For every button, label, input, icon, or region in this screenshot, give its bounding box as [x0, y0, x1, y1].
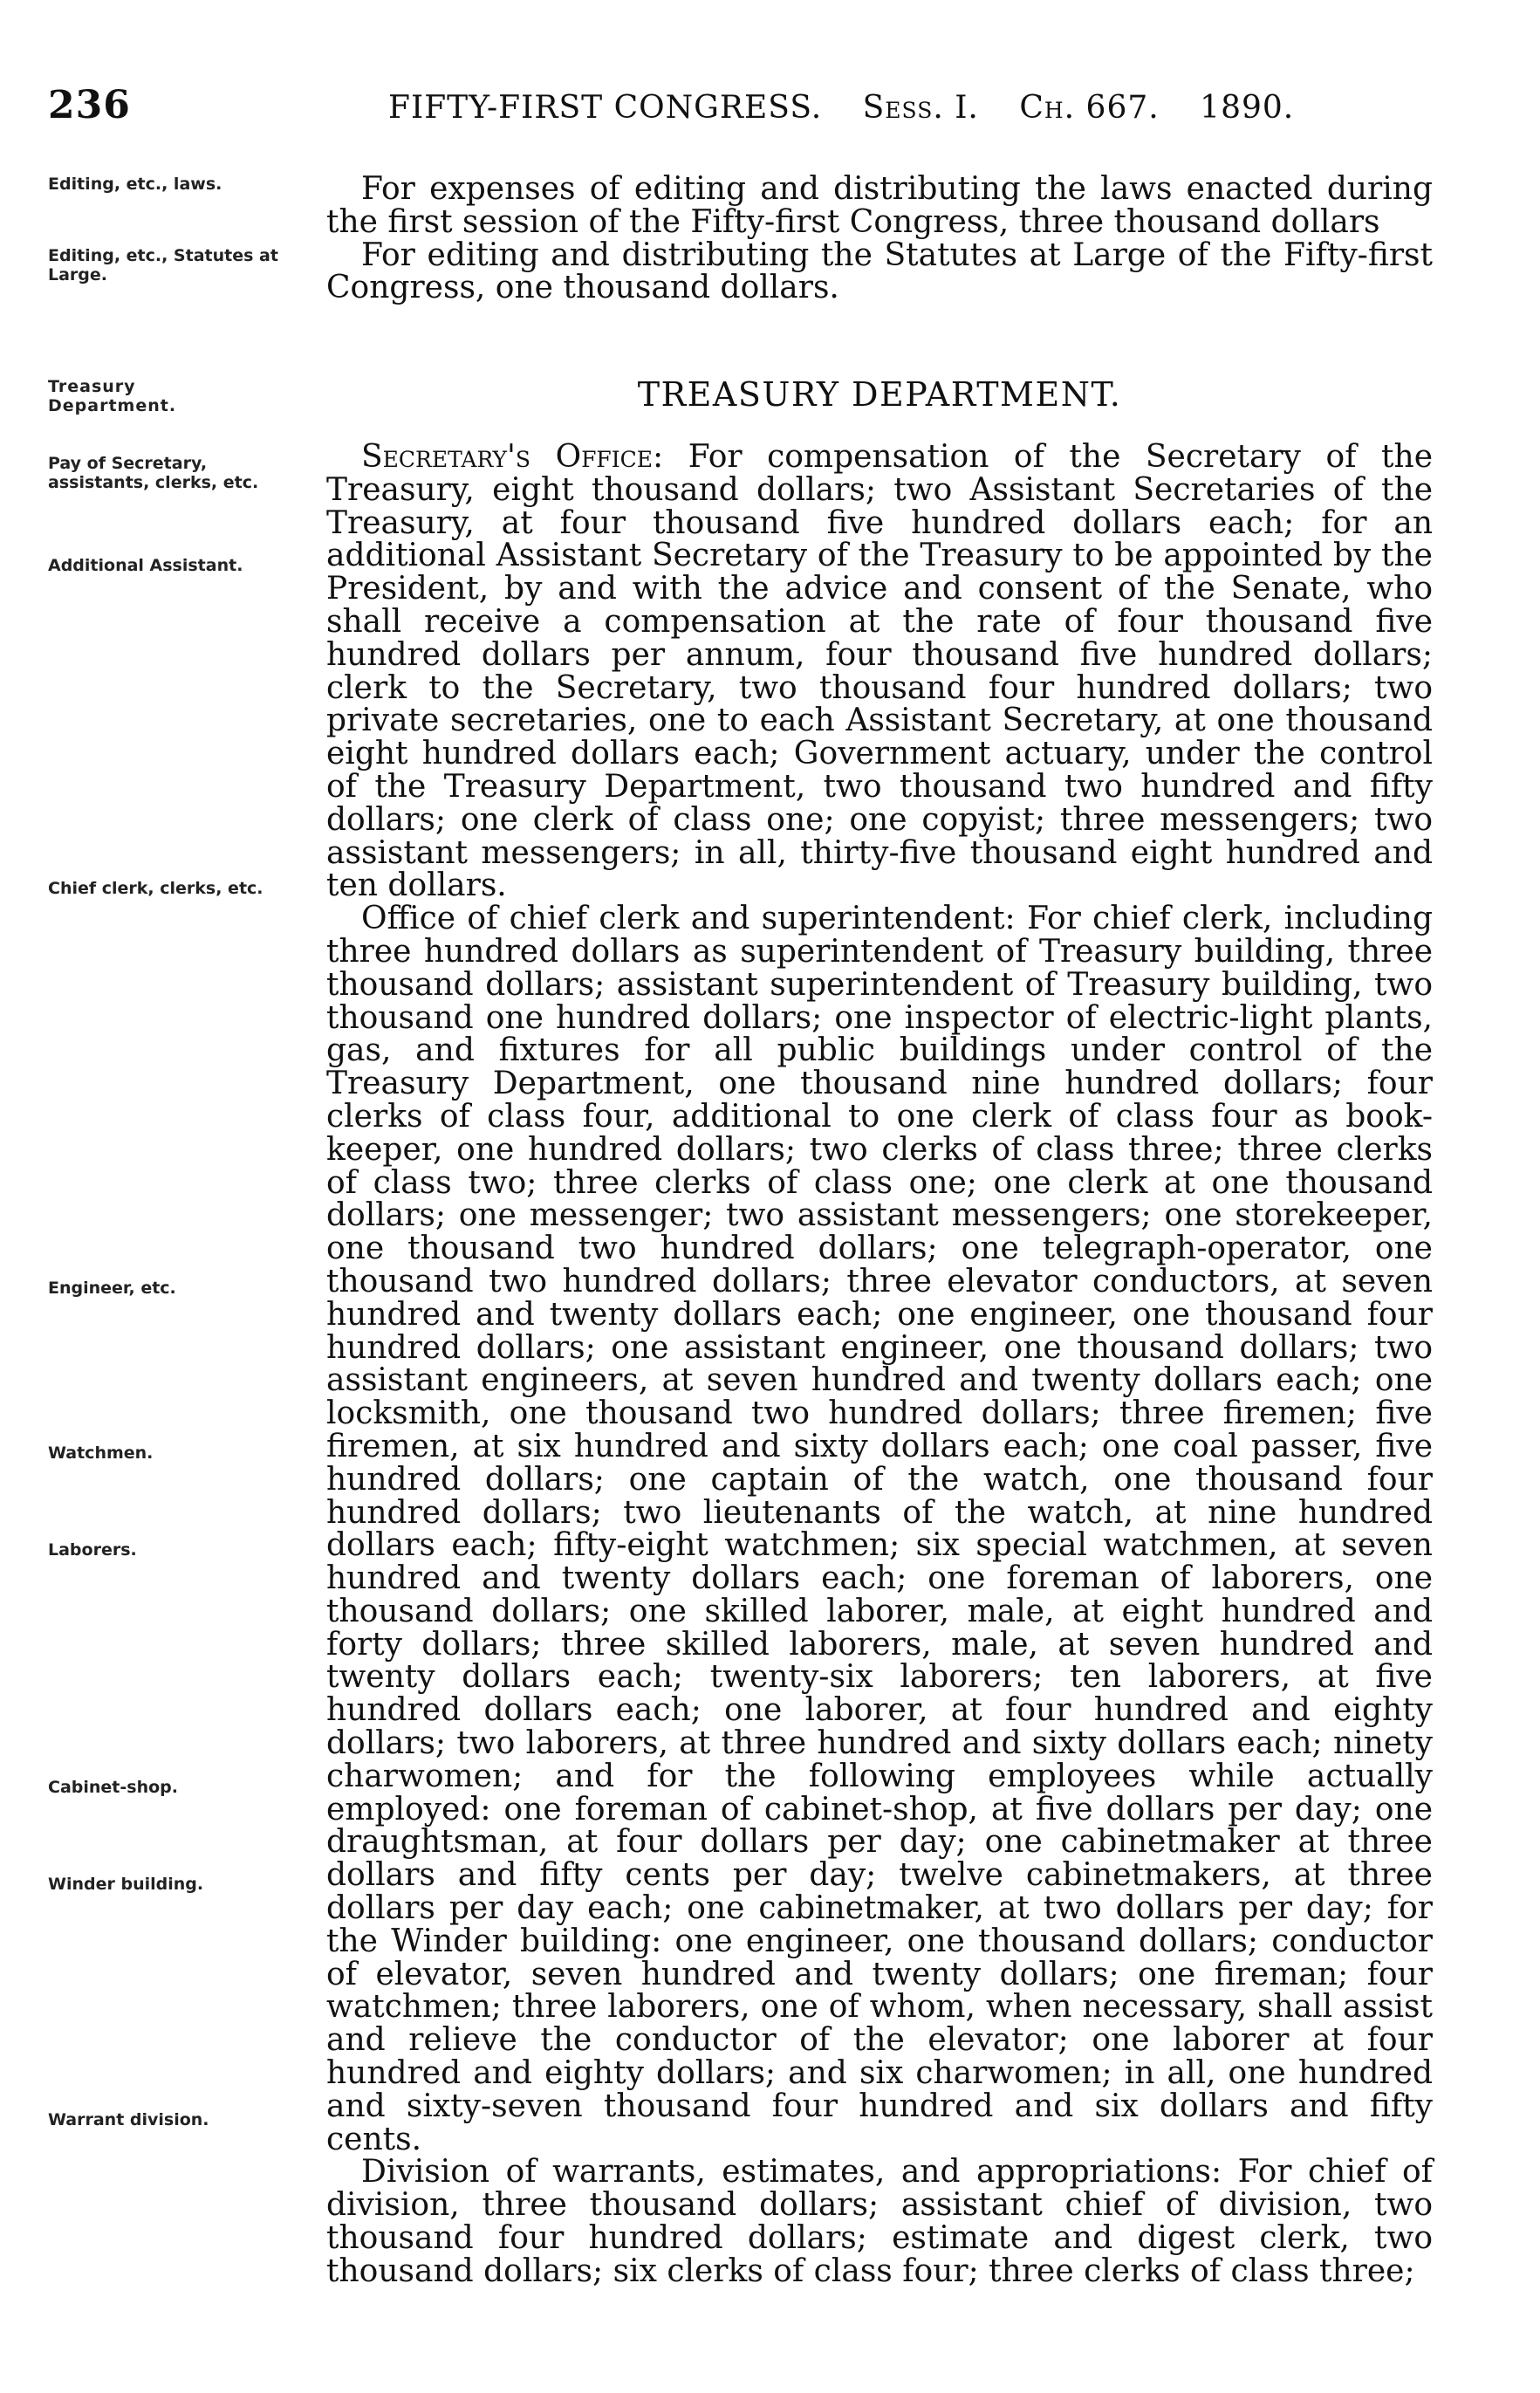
- page-number: 236: [48, 83, 131, 127]
- margin-note-pay-of-secretary: Pay of Secretary, assistants, clerks, etc.: [48, 454, 259, 492]
- secretary-office-text: For compensation of the Secretary of the Treasury, eight thousand dollars; two Assistant Secretaries of the Treasury, at four thousand five hundred dollars each; for an additional Assistant Secretary of the Treasury to be appointed by the President, by and with the advice and consent of the Senate, who shall receive a compensation at the rate of four thousand five hundred dollars per annum, four thousand five hundred dollars; clerk to the Secretary, two thousand four hundred dollars; two private secretaries, one to each Assistant Secretary, at one thousand eight hundred dollars each; Government actuary, under the control of the Treasury Department, two thousand two hundred and fifty dollars; one clerk of class one; one copyist; three messengers; two assistant messengers; in all, thirty-five thousand eight hundred and ten dollars.: [326, 439, 1434, 904]
- margin-note-additional-assistant: Additional Assistant.: [48, 556, 243, 575]
- margin-note-treasury-department: Treasury Department.: [48, 377, 177, 415]
- margin-note-editing-statutes: Editing, etc., Statutes at Large.: [48, 246, 278, 285]
- margin-note-chief-clerk: Chief clerk, clerks, etc.: [48, 879, 264, 898]
- paragraph-warrant-division: Division of warrants, estimates, and appropriations: For chief of division, three thousand dollars; assistant chief of division, two thousand four hundred dollars; estimate and digest clerk, two thousand dollars; six clerks of class four; three clerks of class three;: [326, 2154, 1433, 2289]
- paragraph-chief-clerk: Office of chief clerk and superintendent: For chief clerk, including three hundred dollars as superintendent of Treasury building, three thousand dollars; assistant superintendent of Treasury building, two thousand one hundred dollars; one inspector of electric-light plants, gas, and fixtures for all public buildings under control of the Treasury Department, one thousand nine hundred dollars; four clerks of class four, additional to one clerk of class four as book-keeper, one hundred dollars; two clerks of class three; three clerks of class two; three clerks of class one; one clerk at one thousand dollars; one messenger; two assistant messengers; one storekeeper, one thousand two hundred dollars; one telegraph-operator, one thousand two hundred dollars; three elevator conductors, at seven hundred and twenty dollars each; one engineer, one thousand four hundred dollars; one assistant engineer, one thousand dollars; two assistant engineers, at seven hundred and twenty dollars each; one locksmith, one thousand two hundred dollars; three firemen; five firemen, at six hundred and sixty dollars each; one coal passer, five hundred dollars; one captain of the watch, one thousand four hundred dollars; two lieutenants of the watch, at nine hundred dollars each; fifty-eight watchmen; six special watchmen, at seven hundred and twenty dollars each; one foreman of laborers, one thousand dollars; one skilled laborer, male, at eight hundred and forty dollars; three skilled laborers, male, at seven hundred and twenty dollars each; twenty-six laborers; ten laborers, at five hundred dollars each; one laborer, at four hundred and eighty dollars; two laborers, at three hundred and sixty dollars each; ninety charwomen; and for the following employees while actually employed: one foreman of cabinet-shop, at five dollars per day; one draughtsman, at four dollars per day; one cabinetmaker at three dollars and fifty cents per day; twelve cabinetmakers, at three dollars per day each; one cabinetmaker, at two dollars per day; for the Winder building: one engineer, one thousand dollars; conductor of elevator, seven hundred and twenty dollars; one fireman; four watchmen; three laborers, one of whom, when necessary, shall assist and relieve the conductor of the elevator; one laborer at four hundred and eighty dollars; and six charwomen; in all, one hundred and sixty-seven thousand four hundred and six dollars and fifty cents.: [326, 901, 1433, 2157]
- chapter-label: Ch. 667.: [1019, 90, 1160, 126]
- session-label: Sess. I.: [862, 90, 979, 126]
- margin-note-cabinet-shop: Cabinet-shop.: [48, 1778, 178, 1797]
- congress-title: FIFTY-FIRST CONGRESS.: [388, 90, 823, 126]
- section-heading: TREASURY DEPARTMENT.: [637, 375, 1122, 414]
- margin-note-watchmen: Watchmen.: [48, 1443, 154, 1463]
- running-title: [388, 90, 1324, 126]
- margin-note-winder-building: Winder building.: [48, 1875, 204, 1894]
- margin-note-engineer: Engineer, etc.: [48, 1279, 176, 1298]
- margin-note-laborers: Laborers.: [48, 1540, 137, 1560]
- margin-note-warrant-division: Warrant division.: [48, 2110, 209, 2129]
- secretary-office-lead: Secretary's Office:: [361, 439, 664, 475]
- treasury-section: [326, 441, 1433, 2288]
- paragraph-editing-statutes: For editing and distributing the Statutes at Large of the Fifty-first Congress, one thousand dollars.: [326, 237, 1433, 306]
- paragraph-editing-laws: For expenses of editing and distributing the laws enacted during the first session of the Fifty-first Congress, three thousand dollars: [326, 171, 1433, 240]
- margin-note-editing-laws: Editing, etc., laws.: [48, 175, 222, 194]
- running-header: [48, 83, 1444, 144]
- paragraph-secretary-office: [326, 441, 1433, 902]
- editing-section: [326, 173, 1433, 305]
- year-label: 1890.: [1200, 90, 1295, 126]
